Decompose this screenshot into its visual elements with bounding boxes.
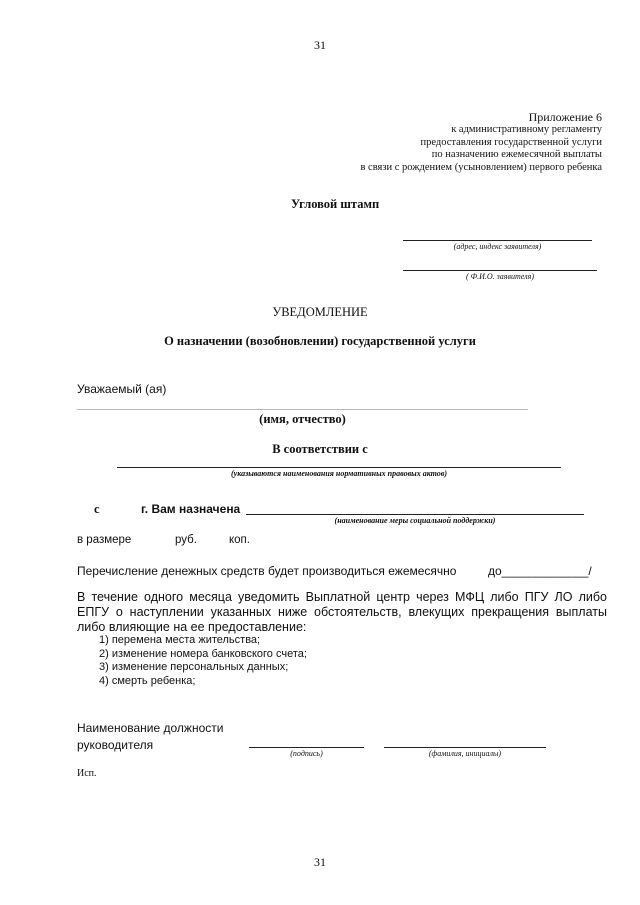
position-title: [77, 720, 223, 754]
page-number-bottom: 31: [314, 855, 326, 869]
position-line: руководителя: [77, 738, 154, 752]
according-label: В соответствии с: [272, 442, 368, 456]
greeting: Уважаемый (ая): [77, 382, 167, 396]
corner-stamp-label: Угловой штамп: [291, 197, 380, 211]
appendix-line: по назначению ежемесячной выплаты: [431, 149, 602, 160]
support-line: [246, 514, 584, 515]
name-line: [77, 409, 528, 410]
fio-line: [403, 270, 597, 271]
transfer-until: до_____________/: [488, 564, 592, 578]
position-line: Наименование должности: [77, 721, 224, 735]
name-caption: (имя, отчество): [259, 412, 346, 426]
list-item: 3) изменение персональных данных;: [99, 661, 289, 673]
conditions-list: [99, 634, 519, 688]
list-item: 4) смерть ребенка;: [99, 674, 196, 687]
since-prefix: с: [94, 502, 100, 516]
assigned-label: г. Вам назначена: [141, 502, 241, 516]
amount-kop: коп.: [229, 534, 250, 546]
list-item: 2) изменение номера банковского счета;: [99, 647, 307, 660]
address-line: [403, 240, 592, 241]
appendix-title: Приложение 6: [528, 110, 602, 124]
acts-line: [117, 467, 561, 468]
appendix-line: к административному регламенту: [451, 124, 602, 135]
appendix-line: предоставления государственной услуги: [420, 136, 602, 148]
sign-caption: (подпись): [290, 749, 323, 758]
name-initials-line: [384, 747, 546, 748]
transfer-text: Перечисление денежных средств будет производиться ежемесячно: [77, 564, 457, 578]
notify-paragraph: В течение одного месяца уведомить Выплатной центр через МФЦ либо ПГУ ЛО либо ЕПГУ о наступлении указанных ниже обстоятельств, влекущих прекращения выплаты либо влияющие на ее предоставление:: [77, 590, 607, 634]
page-number-top: 31: [314, 38, 326, 52]
address-caption: (адрес, индекс заявителя): [453, 242, 542, 251]
list-item: 1) перемена места жительства;: [99, 634, 261, 646]
fio-caption: ( Ф.И.О. заявителя): [466, 272, 534, 281]
sign-line: [249, 747, 364, 748]
acts-caption: (указываются наименования нормативных правовых актов): [231, 469, 447, 478]
amount-rub: руб.: [175, 534, 197, 546]
appendix-line: в связи с рождением (усыновлением) первого ребенка: [360, 161, 602, 173]
appendix-header: [360, 110, 602, 174]
notice-subtitle: О назначении (возобновлении) государственной услуги: [164, 334, 476, 348]
amount-label: в размере: [77, 534, 132, 546]
name-initials-caption: (фамилия, инициалы): [428, 749, 502, 758]
support-caption: (наименование меры социальной поддержки): [334, 516, 496, 525]
executor-label: Исп.: [77, 768, 97, 779]
notice-title: УВЕДОМЛЕНИЕ: [272, 305, 368, 319]
